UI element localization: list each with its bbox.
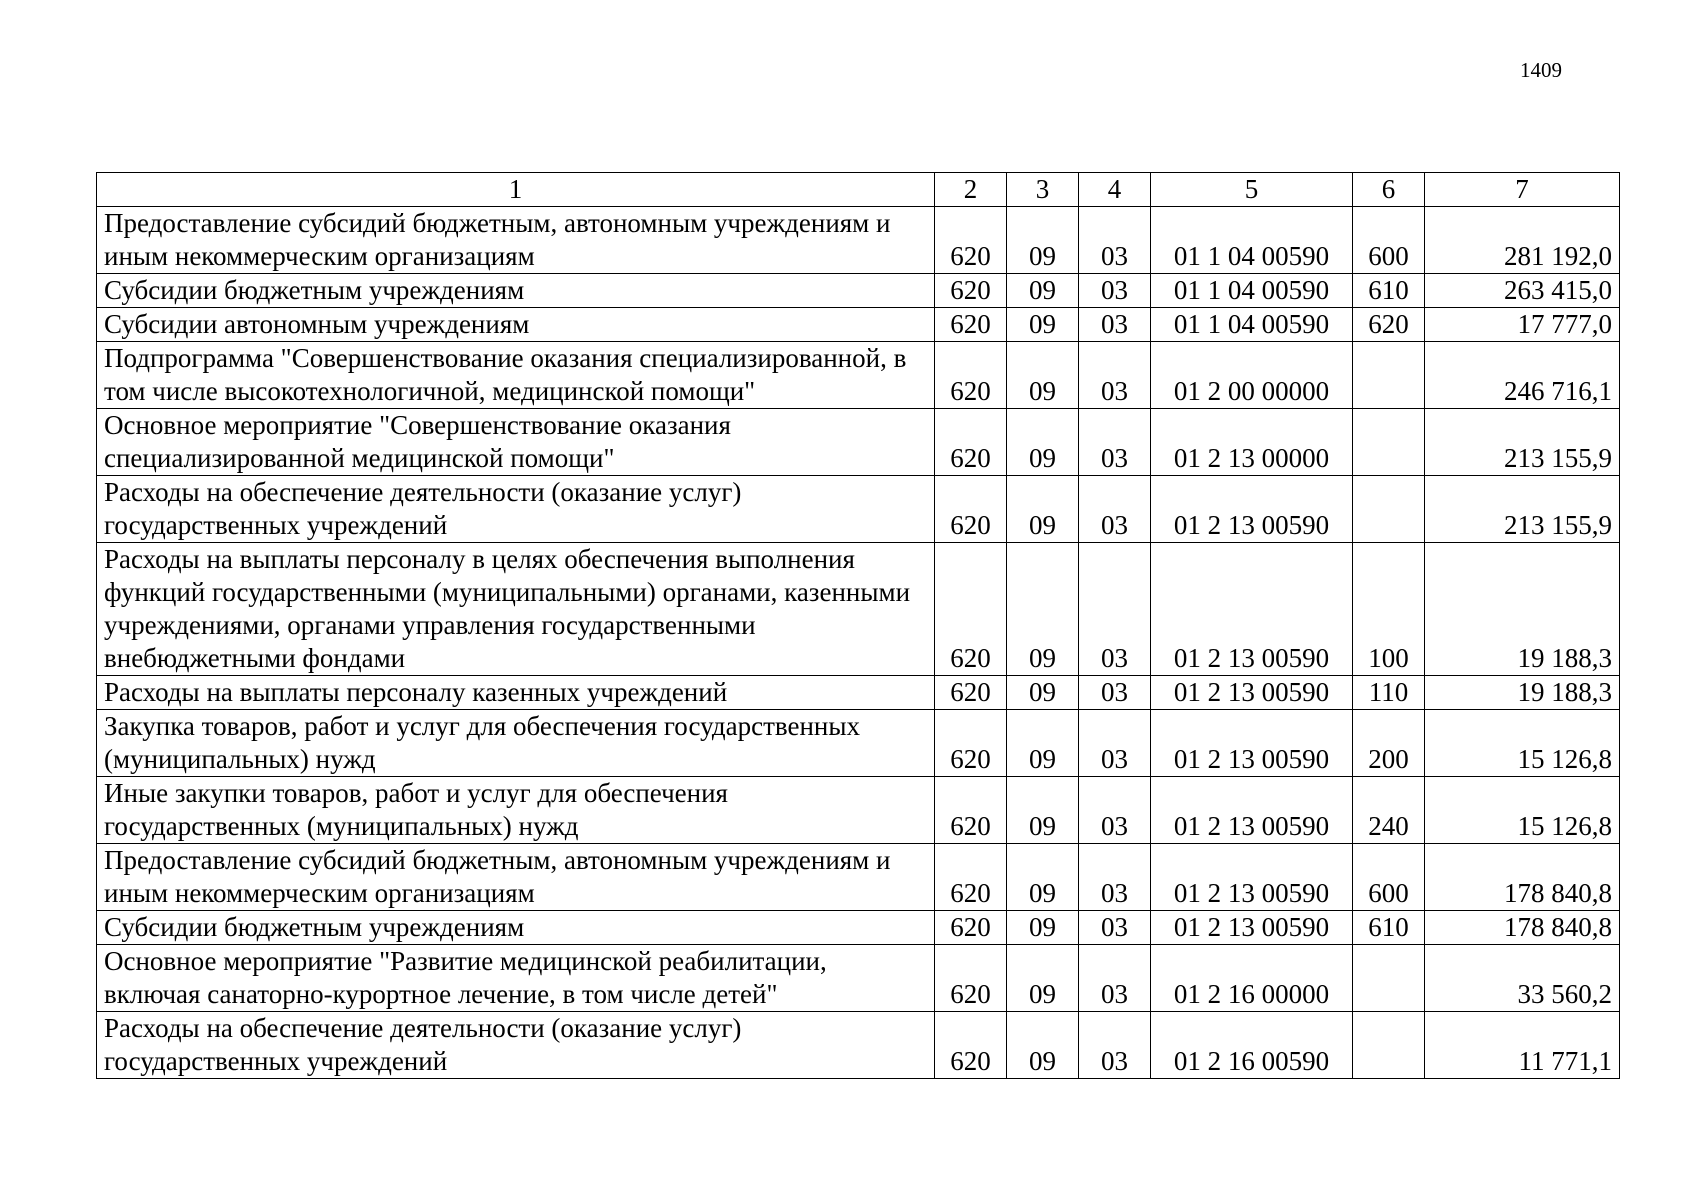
target-article-cell: 01 2 13 00590 <box>1151 911 1353 945</box>
expense-type-cell: 110 <box>1353 676 1425 710</box>
ministry-code-cell: 620 <box>935 543 1007 676</box>
amount-cell: 213 155,9 <box>1425 409 1620 476</box>
amount-cell: 263 415,0 <box>1425 274 1620 308</box>
subsection-code-cell: 03 <box>1079 945 1151 1012</box>
expense-type-cell: 600 <box>1353 207 1425 274</box>
expense-type-cell: 200 <box>1353 710 1425 777</box>
amount-cell: 281 192,0 <box>1425 207 1620 274</box>
expense-type-cell: 240 <box>1353 777 1425 844</box>
target-article-cell: 01 1 04 00590 <box>1151 207 1353 274</box>
expense-type-cell: 620 <box>1353 308 1425 342</box>
table-row <box>97 710 1620 777</box>
table-row <box>97 1012 1620 1079</box>
amount-cell: 15 126,8 <box>1425 710 1620 777</box>
target-article-cell: 01 2 16 00000 <box>1151 945 1353 1012</box>
subsection-code-cell: 03 <box>1079 476 1151 543</box>
amount-cell: 246 716,1 <box>1425 342 1620 409</box>
section-code-cell: 09 <box>1007 308 1079 342</box>
header-cell: 5 <box>1151 173 1353 207</box>
section-code-cell: 09 <box>1007 543 1079 676</box>
expense-name-cell: Подпрограмма "Совершенствование оказания специализированной, в том числе высокотехнологичной, медицинской помощи" <box>97 342 935 409</box>
table-row <box>97 207 1620 274</box>
expense-name-cell: Основное мероприятие "Совершенствование оказания специализированной медицинской помощи" <box>97 409 935 476</box>
target-article-cell: 01 2 13 00590 <box>1151 710 1353 777</box>
section-code-cell: 09 <box>1007 945 1079 1012</box>
expense-name-cell: Основное мероприятие "Развитие медицинской реабилитации, включая санаторно-курортное лечение, в том числе детей" <box>97 945 935 1012</box>
expense-type-cell: 600 <box>1353 844 1425 911</box>
target-article-cell: 01 2 13 00590 <box>1151 844 1353 911</box>
target-article-cell: 01 1 04 00590 <box>1151 274 1353 308</box>
expense-name-cell: Расходы на обеспечение деятельности (оказание услуг) государственных учреждений <box>97 1012 935 1079</box>
table-row <box>97 676 1620 710</box>
ministry-code-cell: 620 <box>935 676 1007 710</box>
ministry-code-cell: 620 <box>935 844 1007 911</box>
subsection-code-cell: 03 <box>1079 274 1151 308</box>
subsection-code-cell: 03 <box>1079 342 1151 409</box>
target-article-cell: 01 2 00 00000 <box>1151 342 1353 409</box>
table-row <box>97 844 1620 911</box>
expense-name-cell: Расходы на обеспечение деятельности (оказание услуг) государственных учреждений <box>97 476 935 543</box>
expense-type-cell <box>1353 342 1425 409</box>
ministry-code-cell: 620 <box>935 274 1007 308</box>
table-row <box>97 409 1620 476</box>
target-article-cell: 01 2 13 00590 <box>1151 777 1353 844</box>
ministry-code-cell: 620 <box>935 777 1007 844</box>
amount-cell: 19 188,3 <box>1425 543 1620 676</box>
header-cell: 2 <box>935 173 1007 207</box>
section-code-cell: 09 <box>1007 342 1079 409</box>
expense-name-cell: Субсидии бюджетным учреждениям <box>97 274 935 308</box>
table-row <box>97 342 1620 409</box>
amount-cell: 15 126,8 <box>1425 777 1620 844</box>
ministry-code-cell: 620 <box>935 342 1007 409</box>
section-code-cell: 09 <box>1007 207 1079 274</box>
section-code-cell: 09 <box>1007 1012 1079 1079</box>
section-code-cell: 09 <box>1007 476 1079 543</box>
table-row <box>97 476 1620 543</box>
header-cell: 3 <box>1007 173 1079 207</box>
subsection-code-cell: 03 <box>1079 1012 1151 1079</box>
header-cell: 1 <box>97 173 935 207</box>
section-code-cell: 09 <box>1007 844 1079 911</box>
budget-table <box>96 172 1620 1079</box>
expense-name-cell: Закупка товаров, работ и услуг для обеспечения государственных (муниципальных) нужд <box>97 710 935 777</box>
header-cell: 6 <box>1353 173 1425 207</box>
amount-cell: 33 560,2 <box>1425 945 1620 1012</box>
subsection-code-cell: 03 <box>1079 409 1151 476</box>
section-code-cell: 09 <box>1007 274 1079 308</box>
amount-cell: 213 155,9 <box>1425 476 1620 543</box>
ministry-code-cell: 620 <box>935 409 1007 476</box>
header-row <box>97 173 1620 207</box>
subsection-code-cell: 03 <box>1079 676 1151 710</box>
ministry-code-cell: 620 <box>935 945 1007 1012</box>
ministry-code-cell: 620 <box>935 207 1007 274</box>
table-row <box>97 945 1620 1012</box>
table-row <box>97 777 1620 844</box>
amount-cell: 178 840,8 <box>1425 844 1620 911</box>
header-cell: 4 <box>1079 173 1151 207</box>
amount-cell: 11 771,1 <box>1425 1012 1620 1079</box>
section-code-cell: 09 <box>1007 409 1079 476</box>
amount-cell: 178 840,8 <box>1425 911 1620 945</box>
amount-cell: 17 777,0 <box>1425 308 1620 342</box>
page-number: 1409 <box>1520 58 1562 82</box>
ministry-code-cell: 620 <box>935 476 1007 543</box>
expense-name-cell: Иные закупки товаров, работ и услуг для обеспечения государственных (муниципальных) нужд <box>97 777 935 844</box>
subsection-code-cell: 03 <box>1079 207 1151 274</box>
subsection-code-cell: 03 <box>1079 777 1151 844</box>
expense-name-cell: Предоставление субсидий бюджетным, автономным учреждениям и иным некоммерческим организациям <box>97 207 935 274</box>
subsection-code-cell: 03 <box>1079 844 1151 911</box>
expense-type-cell <box>1353 476 1425 543</box>
subsection-code-cell: 03 <box>1079 911 1151 945</box>
target-article-cell: 01 2 13 00590 <box>1151 676 1353 710</box>
expense-name-cell: Расходы на выплаты персоналу казенных учреждений <box>97 676 935 710</box>
target-article-cell: 01 2 16 00590 <box>1151 1012 1353 1079</box>
section-code-cell: 09 <box>1007 911 1079 945</box>
expense-name-cell: Предоставление субсидий бюджетным, автономным учреждениям и иным некоммерческим организациям <box>97 844 935 911</box>
subsection-code-cell: 03 <box>1079 308 1151 342</box>
expense-type-cell <box>1353 409 1425 476</box>
table-row <box>97 543 1620 676</box>
target-article-cell: 01 2 13 00000 <box>1151 409 1353 476</box>
header-cell: 7 <box>1425 173 1620 207</box>
expense-name-cell: Расходы на выплаты персоналу в целях обеспечения выполнения функций государственными (муниципальными) органами, казенными учреждениями, органами управления государственными внебюджетными фондами <box>97 543 935 676</box>
target-article-cell: 01 2 13 00590 <box>1151 476 1353 543</box>
expense-name-cell: Субсидии бюджетным учреждениям <box>97 911 935 945</box>
table-row <box>97 308 1620 342</box>
subsection-code-cell: 03 <box>1079 543 1151 676</box>
section-code-cell: 09 <box>1007 777 1079 844</box>
expense-name-cell: Субсидии автономным учреждениям <box>97 308 935 342</box>
ministry-code-cell: 620 <box>935 710 1007 777</box>
ministry-code-cell: 620 <box>935 308 1007 342</box>
ministry-code-cell: 620 <box>935 911 1007 945</box>
section-code-cell: 09 <box>1007 710 1079 777</box>
table-row <box>97 911 1620 945</box>
target-article-cell: 01 1 04 00590 <box>1151 308 1353 342</box>
expense-type-cell <box>1353 945 1425 1012</box>
table-row <box>97 274 1620 308</box>
expense-type-cell <box>1353 1012 1425 1079</box>
expense-type-cell: 610 <box>1353 274 1425 308</box>
section-code-cell: 09 <box>1007 676 1079 710</box>
subsection-code-cell: 03 <box>1079 710 1151 777</box>
ministry-code-cell: 620 <box>935 1012 1007 1079</box>
amount-cell: 19 188,3 <box>1425 676 1620 710</box>
target-article-cell: 01 2 13 00590 <box>1151 543 1353 676</box>
expense-type-cell: 610 <box>1353 911 1425 945</box>
expense-type-cell: 100 <box>1353 543 1425 676</box>
